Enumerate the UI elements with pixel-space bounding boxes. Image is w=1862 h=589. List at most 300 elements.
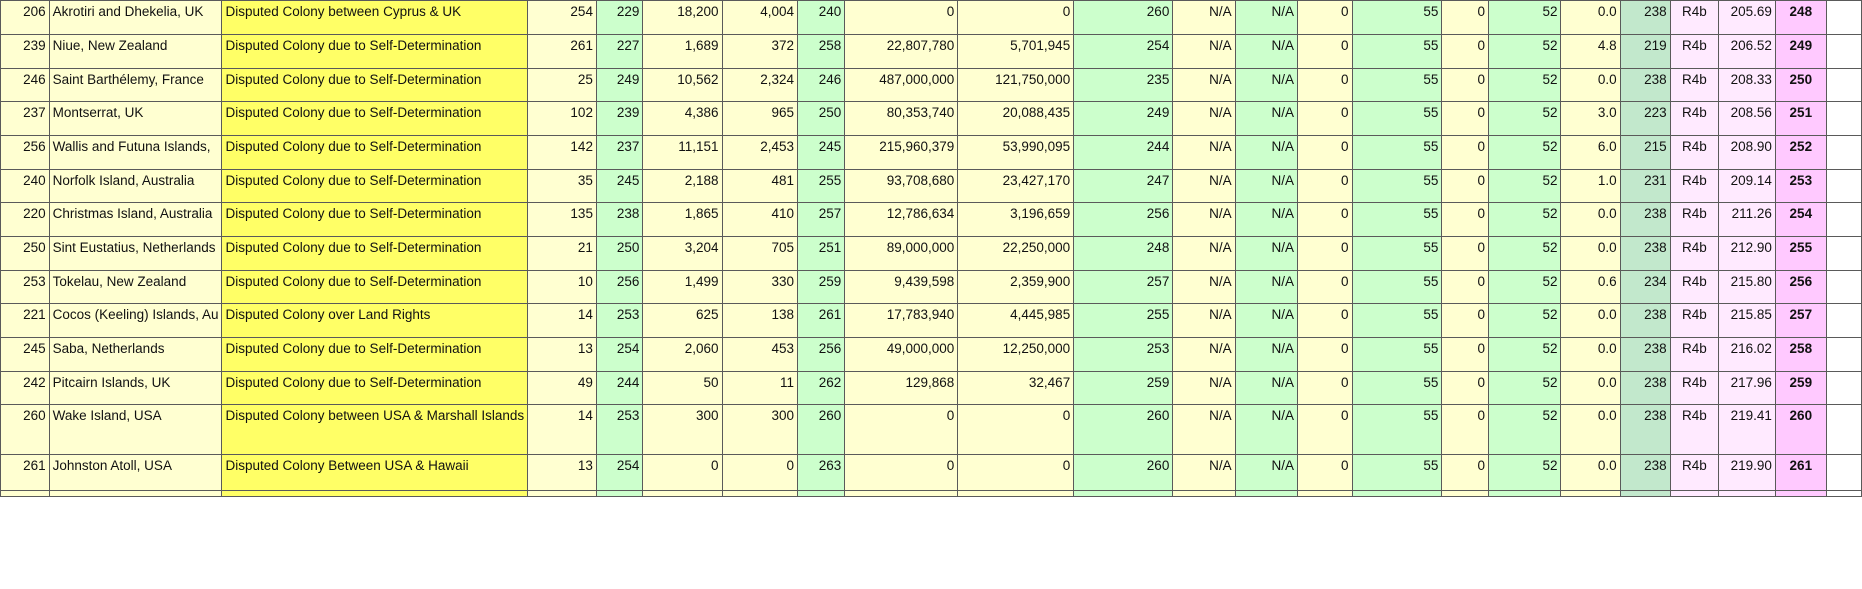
- cell-rank[interactable]: 260: [1775, 405, 1826, 455]
- cell-c13[interactable]: 0: [1442, 1, 1489, 35]
- cell-c1[interactable]: 13: [528, 338, 597, 372]
- cell-c1[interactable]: 13: [528, 455, 597, 491]
- cell-c3[interactable]: 18,200: [643, 1, 722, 35]
- cell-name[interactable]: Montserrat, UK: [49, 102, 222, 136]
- cell-c3[interactable]: 1,499: [643, 271, 722, 304]
- cell-c3[interactable]: 11,151: [643, 136, 722, 170]
- cell-partial[interactable]: [1352, 491, 1442, 497]
- cell-c2[interactable]: 254: [596, 338, 642, 372]
- cell-c7[interactable]: 0: [958, 455, 1074, 491]
- cell-c11[interactable]: 0: [1297, 405, 1352, 455]
- cell-c9[interactable]: N/A: [1173, 455, 1235, 491]
- cell-status[interactable]: Disputed Colony due to Self-Determination: [222, 372, 528, 405]
- cell-c11[interactable]: 0: [1297, 372, 1352, 405]
- cell-c11[interactable]: 0: [1297, 237, 1352, 271]
- cell-c10[interactable]: N/A: [1235, 372, 1297, 405]
- cell-c5[interactable]: 259: [798, 271, 845, 304]
- cell-c6[interactable]: 80,353,740: [845, 102, 958, 136]
- cell-c12[interactable]: 55: [1352, 455, 1442, 491]
- cell-partial[interactable]: [1826, 491, 1861, 497]
- cell-c16[interactable]: 238: [1620, 405, 1670, 455]
- cell-id[interactable]: 245: [1, 338, 50, 372]
- cell-c18[interactable]: 215.85: [1719, 304, 1776, 338]
- cell-c2[interactable]: 254: [596, 455, 642, 491]
- cell-c17[interactable]: R4b: [1670, 35, 1719, 69]
- cell-name[interactable]: Tokelau, New Zealand: [49, 271, 222, 304]
- cell-status[interactable]: Disputed Colony Between USA & Hawaii: [222, 455, 528, 491]
- cell-c14[interactable]: 52: [1488, 136, 1561, 170]
- cell-id[interactable]: 239: [1, 35, 50, 69]
- cell-c13[interactable]: 0: [1442, 102, 1489, 136]
- cell-c4[interactable]: 453: [722, 338, 798, 372]
- cell-blank[interactable]: [1826, 237, 1861, 271]
- cell-c5[interactable]: 263: [798, 455, 845, 491]
- cell-c7[interactable]: 12,250,000: [958, 338, 1074, 372]
- cell-c13[interactable]: 0: [1442, 136, 1489, 170]
- cell-status[interactable]: Disputed Colony due to Self-Determination: [222, 170, 528, 203]
- cell-partial[interactable]: [1670, 491, 1719, 497]
- cell-c11[interactable]: 0: [1297, 136, 1352, 170]
- cell-c17[interactable]: R4b: [1670, 203, 1719, 237]
- cell-id[interactable]: 256: [1, 136, 50, 170]
- cell-c14[interactable]: 52: [1488, 271, 1561, 304]
- cell-c2[interactable]: 239: [596, 102, 642, 136]
- cell-c12[interactable]: 55: [1352, 405, 1442, 455]
- cell-c18[interactable]: 208.33: [1719, 69, 1776, 102]
- cell-c14[interactable]: 52: [1488, 35, 1561, 69]
- cell-c16[interactable]: 231: [1620, 170, 1670, 203]
- cell-c15[interactable]: 0.6: [1561, 271, 1620, 304]
- cell-c16[interactable]: 223: [1620, 102, 1670, 136]
- cell-c8[interactable]: 247: [1074, 170, 1173, 203]
- cell-c8[interactable]: 260: [1074, 1, 1173, 35]
- cell-c18[interactable]: 206.52: [1719, 35, 1776, 69]
- cell-c10[interactable]: N/A: [1235, 455, 1297, 491]
- cell-c5[interactable]: 261: [798, 304, 845, 338]
- cell-c4[interactable]: 4,004: [722, 1, 798, 35]
- cell-c14[interactable]: 52: [1488, 405, 1561, 455]
- cell-partial[interactable]: [798, 491, 845, 497]
- cell-c13[interactable]: 0: [1442, 455, 1489, 491]
- cell-c9[interactable]: N/A: [1173, 405, 1235, 455]
- cell-status[interactable]: Disputed Colony due to Self-Determination: [222, 102, 528, 136]
- cell-c9[interactable]: N/A: [1173, 102, 1235, 136]
- cell-c1[interactable]: 14: [528, 405, 597, 455]
- cell-c5[interactable]: 245: [798, 136, 845, 170]
- cell-c12[interactable]: 55: [1352, 338, 1442, 372]
- cell-c17[interactable]: R4b: [1670, 136, 1719, 170]
- cell-c3[interactable]: 300: [643, 405, 722, 455]
- cell-c14[interactable]: 52: [1488, 455, 1561, 491]
- cell-c15[interactable]: 4.8: [1561, 35, 1620, 69]
- cell-c10[interactable]: N/A: [1235, 304, 1297, 338]
- cell-c8[interactable]: 249: [1074, 102, 1173, 136]
- cell-partial[interactable]: [1074, 491, 1173, 497]
- cell-c16[interactable]: 238: [1620, 69, 1670, 102]
- cell-id[interactable]: 242: [1, 372, 50, 405]
- cell-c10[interactable]: N/A: [1235, 1, 1297, 35]
- cell-c5[interactable]: 246: [798, 69, 845, 102]
- cell-c9[interactable]: N/A: [1173, 69, 1235, 102]
- cell-c15[interactable]: 6.0: [1561, 136, 1620, 170]
- cell-c10[interactable]: N/A: [1235, 338, 1297, 372]
- cell-c6[interactable]: 487,000,000: [845, 69, 958, 102]
- cell-status[interactable]: Disputed Colony over Land Rights: [222, 304, 528, 338]
- cell-c5[interactable]: 256: [798, 338, 845, 372]
- cell-partial[interactable]: [49, 491, 222, 497]
- cell-c14[interactable]: 52: [1488, 170, 1561, 203]
- cell-c18[interactable]: 208.56: [1719, 102, 1776, 136]
- cell-c7[interactable]: 20,088,435: [958, 102, 1074, 136]
- cell-partial[interactable]: [1719, 491, 1776, 497]
- cell-id[interactable]: 261: [1, 455, 50, 491]
- cell-blank[interactable]: [1826, 170, 1861, 203]
- cell-c12[interactable]: 55: [1352, 136, 1442, 170]
- cell-c13[interactable]: 0: [1442, 35, 1489, 69]
- cell-blank[interactable]: [1826, 338, 1861, 372]
- cell-c17[interactable]: R4b: [1670, 304, 1719, 338]
- cell-c7[interactable]: 0: [958, 405, 1074, 455]
- cell-c4[interactable]: 300: [722, 405, 798, 455]
- cell-c17[interactable]: R4b: [1670, 170, 1719, 203]
- cell-c3[interactable]: 4,386: [643, 102, 722, 136]
- cell-c13[interactable]: 0: [1442, 69, 1489, 102]
- cell-status[interactable]: Disputed Colony due to Self-Determination: [222, 136, 528, 170]
- cell-c8[interactable]: 260: [1074, 405, 1173, 455]
- cell-c5[interactable]: 260: [798, 405, 845, 455]
- cell-partial[interactable]: [1561, 491, 1620, 497]
- cell-c17[interactable]: R4b: [1670, 405, 1719, 455]
- cell-id[interactable]: 250: [1, 237, 50, 271]
- cell-c10[interactable]: N/A: [1235, 237, 1297, 271]
- cell-partial[interactable]: [1297, 491, 1352, 497]
- cell-c16[interactable]: 215: [1620, 136, 1670, 170]
- cell-c7[interactable]: 22,250,000: [958, 237, 1074, 271]
- cell-c10[interactable]: N/A: [1235, 203, 1297, 237]
- cell-c1[interactable]: 135: [528, 203, 597, 237]
- cell-status[interactable]: Disputed Colony between Cyprus & UK: [222, 1, 528, 35]
- cell-c18[interactable]: 212.90: [1719, 237, 1776, 271]
- cell-blank[interactable]: [1826, 136, 1861, 170]
- cell-c16[interactable]: 238: [1620, 1, 1670, 35]
- cell-c9[interactable]: N/A: [1173, 170, 1235, 203]
- cell-c18[interactable]: 211.26: [1719, 203, 1776, 237]
- cell-c16[interactable]: 238: [1620, 237, 1670, 271]
- cell-c7[interactable]: 5,701,945: [958, 35, 1074, 69]
- cell-status[interactable]: Disputed Colony between USA & Marshall Islands: [222, 405, 528, 455]
- cell-c3[interactable]: 1,865: [643, 203, 722, 237]
- cell-c6[interactable]: 9,439,598: [845, 271, 958, 304]
- cell-c7[interactable]: 121,750,000: [958, 69, 1074, 102]
- cell-c4[interactable]: 410: [722, 203, 798, 237]
- cell-c1[interactable]: 49: [528, 372, 597, 405]
- cell-partial[interactable]: [1235, 491, 1297, 497]
- cell-c15[interactable]: 0.0: [1561, 69, 1620, 102]
- cell-c5[interactable]: 255: [798, 170, 845, 203]
- cell-c15[interactable]: 3.0: [1561, 102, 1620, 136]
- cell-rank[interactable]: 257: [1775, 304, 1826, 338]
- cell-c9[interactable]: N/A: [1173, 338, 1235, 372]
- cell-c4[interactable]: 0: [722, 455, 798, 491]
- cell-c7[interactable]: 53,990,095: [958, 136, 1074, 170]
- cell-id[interactable]: 253: [1, 271, 50, 304]
- cell-c15[interactable]: 1.0: [1561, 170, 1620, 203]
- cell-c18[interactable]: 219.41: [1719, 405, 1776, 455]
- cell-c8[interactable]: 256: [1074, 203, 1173, 237]
- cell-c10[interactable]: N/A: [1235, 35, 1297, 69]
- cell-c1[interactable]: 25: [528, 69, 597, 102]
- cell-partial[interactable]: [1442, 491, 1489, 497]
- cell-c12[interactable]: 55: [1352, 35, 1442, 69]
- cell-c7[interactable]: 0: [958, 1, 1074, 35]
- cell-c8[interactable]: 257: [1074, 271, 1173, 304]
- cell-c1[interactable]: 102: [528, 102, 597, 136]
- cell-c5[interactable]: 240: [798, 1, 845, 35]
- cell-c5[interactable]: 258: [798, 35, 845, 69]
- cell-c6[interactable]: 0: [845, 405, 958, 455]
- cell-c16[interactable]: 238: [1620, 372, 1670, 405]
- cell-c1[interactable]: 21: [528, 237, 597, 271]
- cell-c11[interactable]: 0: [1297, 203, 1352, 237]
- cell-c11[interactable]: 0: [1297, 170, 1352, 203]
- cell-c14[interactable]: 52: [1488, 372, 1561, 405]
- cell-name[interactable]: Sint Eustatius, Netherlands: [49, 237, 222, 271]
- cell-c10[interactable]: N/A: [1235, 102, 1297, 136]
- cell-status[interactable]: Disputed Colony due to Self-Determination: [222, 237, 528, 271]
- cell-c2[interactable]: 250: [596, 237, 642, 271]
- cell-c2[interactable]: 245: [596, 170, 642, 203]
- cell-c13[interactable]: 0: [1442, 271, 1489, 304]
- cell-c17[interactable]: R4b: [1670, 69, 1719, 102]
- cell-c11[interactable]: 0: [1297, 69, 1352, 102]
- cell-name[interactable]: Akrotiri and Dhekelia, UK: [49, 1, 222, 35]
- cell-c10[interactable]: N/A: [1235, 170, 1297, 203]
- cell-c13[interactable]: 0: [1442, 170, 1489, 203]
- cell-c9[interactable]: N/A: [1173, 304, 1235, 338]
- cell-partial[interactable]: [1, 491, 50, 497]
- cell-c4[interactable]: 965: [722, 102, 798, 136]
- cell-c17[interactable]: R4b: [1670, 338, 1719, 372]
- cell-c6[interactable]: 0: [845, 455, 958, 491]
- cell-c6[interactable]: 89,000,000: [845, 237, 958, 271]
- cell-c14[interactable]: 52: [1488, 203, 1561, 237]
- cell-c15[interactable]: 0.0: [1561, 338, 1620, 372]
- cell-c15[interactable]: 0.0: [1561, 304, 1620, 338]
- cell-c16[interactable]: 238: [1620, 455, 1670, 491]
- cell-c2[interactable]: 253: [596, 405, 642, 455]
- cell-id[interactable]: 240: [1, 170, 50, 203]
- cell-c9[interactable]: N/A: [1173, 237, 1235, 271]
- cell-c17[interactable]: R4b: [1670, 1, 1719, 35]
- cell-c17[interactable]: R4b: [1670, 237, 1719, 271]
- cell-status[interactable]: Disputed Colony due to Self-Determination: [222, 35, 528, 69]
- cell-c2[interactable]: 238: [596, 203, 642, 237]
- cell-c18[interactable]: 219.90: [1719, 455, 1776, 491]
- cell-partial[interactable]: [722, 491, 798, 497]
- cell-partial[interactable]: [958, 491, 1074, 497]
- cell-c3[interactable]: 2,188: [643, 170, 722, 203]
- cell-rank[interactable]: 252: [1775, 136, 1826, 170]
- cell-rank[interactable]: 256: [1775, 271, 1826, 304]
- cell-c11[interactable]: 0: [1297, 271, 1352, 304]
- cell-blank[interactable]: [1826, 372, 1861, 405]
- cell-c5[interactable]: 262: [798, 372, 845, 405]
- cell-c16[interactable]: 234: [1620, 271, 1670, 304]
- cell-c12[interactable]: 55: [1352, 372, 1442, 405]
- cell-c13[interactable]: 0: [1442, 405, 1489, 455]
- cell-c1[interactable]: 14: [528, 304, 597, 338]
- cell-c1[interactable]: 254: [528, 1, 597, 35]
- cell-rank[interactable]: 253: [1775, 170, 1826, 203]
- cell-c14[interactable]: 52: [1488, 1, 1561, 35]
- cell-rank[interactable]: 259: [1775, 372, 1826, 405]
- cell-c3[interactable]: 3,204: [643, 237, 722, 271]
- cell-c12[interactable]: 55: [1352, 102, 1442, 136]
- cell-c10[interactable]: N/A: [1235, 136, 1297, 170]
- cell-c11[interactable]: 0: [1297, 455, 1352, 491]
- cell-c14[interactable]: 52: [1488, 338, 1561, 372]
- cell-c7[interactable]: 2,359,900: [958, 271, 1074, 304]
- cell-c5[interactable]: 257: [798, 203, 845, 237]
- cell-c4[interactable]: 138: [722, 304, 798, 338]
- cell-c12[interactable]: 55: [1352, 170, 1442, 203]
- cell-name[interactable]: Wallis and Futuna Islands,: [49, 136, 222, 170]
- cell-rank[interactable]: 250: [1775, 69, 1826, 102]
- cell-c17[interactable]: R4b: [1670, 271, 1719, 304]
- cell-rank[interactable]: 251: [1775, 102, 1826, 136]
- cell-c7[interactable]: 23,427,170: [958, 170, 1074, 203]
- cell-c3[interactable]: 1,689: [643, 35, 722, 69]
- cell-c8[interactable]: 253: [1074, 338, 1173, 372]
- cell-c4[interactable]: 2,453: [722, 136, 798, 170]
- cell-c6[interactable]: 93,708,680: [845, 170, 958, 203]
- cell-blank[interactable]: [1826, 203, 1861, 237]
- cell-c2[interactable]: 253: [596, 304, 642, 338]
- cell-c1[interactable]: 261: [528, 35, 597, 69]
- cell-name[interactable]: Niue, New Zealand: [49, 35, 222, 69]
- cell-status[interactable]: Disputed Colony due to Self-Determination: [222, 69, 528, 102]
- cell-c15[interactable]: 0.0: [1561, 1, 1620, 35]
- cell-blank[interactable]: [1826, 35, 1861, 69]
- cell-status[interactable]: Disputed Colony due to Self-Determination: [222, 271, 528, 304]
- cell-rank[interactable]: 249: [1775, 35, 1826, 69]
- cell-blank[interactable]: [1826, 69, 1861, 102]
- cell-rank[interactable]: 258: [1775, 338, 1826, 372]
- cell-c18[interactable]: 215.80: [1719, 271, 1776, 304]
- cell-c2[interactable]: 237: [596, 136, 642, 170]
- cell-c6[interactable]: 17,783,940: [845, 304, 958, 338]
- cell-c6[interactable]: 129,868: [845, 372, 958, 405]
- cell-c2[interactable]: 249: [596, 69, 642, 102]
- cell-c1[interactable]: 10: [528, 271, 597, 304]
- cell-c12[interactable]: 55: [1352, 69, 1442, 102]
- cell-partial[interactable]: [222, 491, 528, 497]
- cell-c8[interactable]: 244: [1074, 136, 1173, 170]
- cell-status[interactable]: Disputed Colony due to Self-Determination: [222, 203, 528, 237]
- cell-name[interactable]: Pitcairn Islands, UK: [49, 372, 222, 405]
- cell-name[interactable]: Saint Barthélemy, France: [49, 69, 222, 102]
- cell-c13[interactable]: 0: [1442, 372, 1489, 405]
- cell-c3[interactable]: 2,060: [643, 338, 722, 372]
- cell-rank[interactable]: 254: [1775, 203, 1826, 237]
- cell-c15[interactable]: 0.0: [1561, 237, 1620, 271]
- cell-c8[interactable]: 260: [1074, 455, 1173, 491]
- cell-blank[interactable]: [1826, 455, 1861, 491]
- cell-c4[interactable]: 705: [722, 237, 798, 271]
- cell-c10[interactable]: N/A: [1235, 69, 1297, 102]
- cell-c10[interactable]: N/A: [1235, 405, 1297, 455]
- cell-c11[interactable]: 0: [1297, 1, 1352, 35]
- cell-c6[interactable]: 0: [845, 1, 958, 35]
- cell-c8[interactable]: 254: [1074, 35, 1173, 69]
- cell-c6[interactable]: 22,807,780: [845, 35, 958, 69]
- cell-blank[interactable]: [1826, 304, 1861, 338]
- cell-c3[interactable]: 0: [643, 455, 722, 491]
- cell-c1[interactable]: 35: [528, 170, 597, 203]
- cell-c12[interactable]: 55: [1352, 1, 1442, 35]
- cell-c17[interactable]: R4b: [1670, 372, 1719, 405]
- cell-partial[interactable]: [1620, 491, 1670, 497]
- cell-name[interactable]: Wake Island, USA: [49, 405, 222, 455]
- cell-c2[interactable]: 227: [596, 35, 642, 69]
- cell-c4[interactable]: 2,324: [722, 69, 798, 102]
- cell-c15[interactable]: 0.0: [1561, 372, 1620, 405]
- cell-c14[interactable]: 52: [1488, 237, 1561, 271]
- cell-c1[interactable]: 142: [528, 136, 597, 170]
- cell-id[interactable]: 246: [1, 69, 50, 102]
- cell-c8[interactable]: 248: [1074, 237, 1173, 271]
- cell-c18[interactable]: 208.90: [1719, 136, 1776, 170]
- cell-c16[interactable]: 238: [1620, 338, 1670, 372]
- cell-rank[interactable]: 255: [1775, 237, 1826, 271]
- cell-c4[interactable]: 11: [722, 372, 798, 405]
- cell-c5[interactable]: 250: [798, 102, 845, 136]
- cell-name[interactable]: Johnston Atoll, USA: [49, 455, 222, 491]
- cell-c12[interactable]: 55: [1352, 237, 1442, 271]
- cell-name[interactable]: Cocos (Keeling) Islands, Au: [49, 304, 222, 338]
- cell-c3[interactable]: 10,562: [643, 69, 722, 102]
- cell-c12[interactable]: 55: [1352, 304, 1442, 338]
- cell-blank[interactable]: [1826, 271, 1861, 304]
- cell-c18[interactable]: 217.96: [1719, 372, 1776, 405]
- cell-c3[interactable]: 625: [643, 304, 722, 338]
- cell-c18[interactable]: 216.02: [1719, 338, 1776, 372]
- cell-partial[interactable]: [1173, 491, 1235, 497]
- cell-c4[interactable]: 372: [722, 35, 798, 69]
- cell-c18[interactable]: 205.69: [1719, 1, 1776, 35]
- cell-c14[interactable]: 52: [1488, 304, 1561, 338]
- cell-c2[interactable]: 256: [596, 271, 642, 304]
- cell-c7[interactable]: 4,445,985: [958, 304, 1074, 338]
- cell-c6[interactable]: 215,960,379: [845, 136, 958, 170]
- cell-id[interactable]: 221: [1, 304, 50, 338]
- cell-c8[interactable]: 259: [1074, 372, 1173, 405]
- cell-c3[interactable]: 50: [643, 372, 722, 405]
- cell-name[interactable]: Saba, Netherlands: [49, 338, 222, 372]
- cell-c7[interactable]: 32,467: [958, 372, 1074, 405]
- cell-c9[interactable]: N/A: [1173, 35, 1235, 69]
- cell-c7[interactable]: 3,196,659: [958, 203, 1074, 237]
- cell-c12[interactable]: 55: [1352, 203, 1442, 237]
- cell-partial[interactable]: [643, 491, 722, 497]
- cell-c6[interactable]: 49,000,000: [845, 338, 958, 372]
- cell-c5[interactable]: 251: [798, 237, 845, 271]
- cell-id[interactable]: 206: [1, 1, 50, 35]
- cell-rank[interactable]: 261: [1775, 455, 1826, 491]
- cell-c12[interactable]: 55: [1352, 271, 1442, 304]
- cell-c8[interactable]: 235: [1074, 69, 1173, 102]
- cell-c2[interactable]: 244: [596, 372, 642, 405]
